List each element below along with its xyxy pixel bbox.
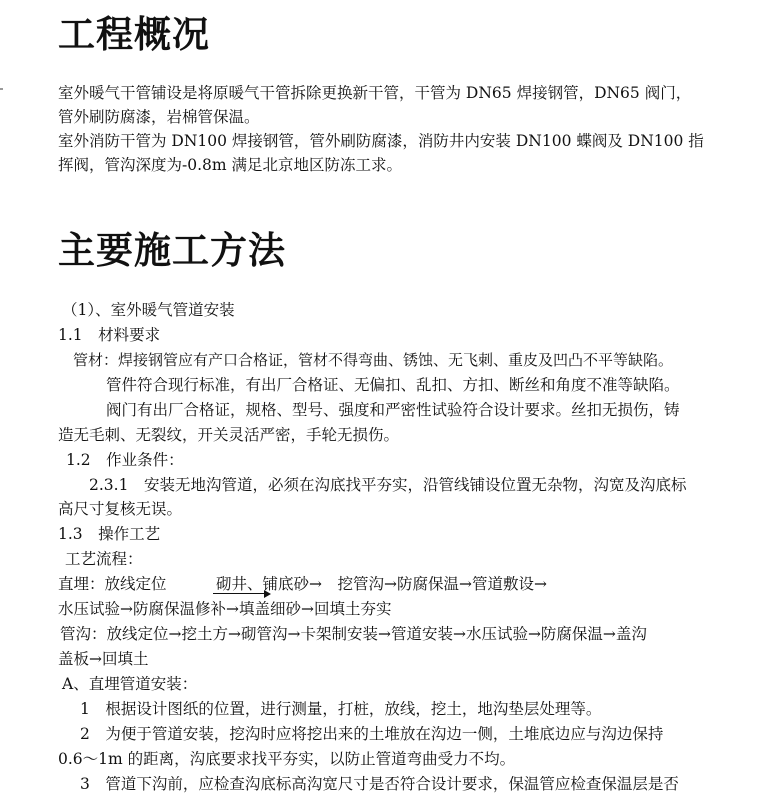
direct-burial-start: 直埋：放线定位 xyxy=(58,575,167,593)
direct-burial-steps: 砌井、铺底砂→ 挖管沟→防腐保温→管道敷设→ xyxy=(216,575,547,593)
materials-fittings: 管件符合现行标准，有出厂合格证、无偏扣、乱扣、方扣、断丝和角度不准等缺陷。 xyxy=(106,376,680,394)
step-3: 3 管道下沟前，应检查沟底标高沟宽尺寸是否符合设计要求，保温管应检查保温层是否 xyxy=(80,775,679,793)
subsection-heating-pipe: （1）、室外暖气管道安装 xyxy=(62,301,235,319)
step-2-cont: 0.6～1m 的距离，沟底要求找平夯实，以防止管道弯曲受力不均。 xyxy=(58,750,516,768)
process-flow-label: 工艺流程： xyxy=(65,550,143,568)
direct-burial-steps-2: 水压试验→防腐保温修补→填盖细砂→回填土夯实 xyxy=(58,600,392,618)
overview-line-1: 室外暖气干管铺设是将原暖气干管拆除更换新干管，干管为 DN65 焊接钢管，DN65 阀门， xyxy=(58,84,692,102)
margin-mark xyxy=(0,88,3,90)
materials-pipe: 管材：焊接钢管应有产口合格证，管材不得弯曲、锈蚀、无飞刺、重皮及凹凸不平等缺陷。 xyxy=(73,351,674,369)
trench-steps: 管沟：放线定位→挖土方→砌管沟→卡架制安装→管道安装→水压试验→防腐保温→盖沟 xyxy=(60,625,647,643)
trench-steps-cont: 盖板→回填土 xyxy=(58,650,149,668)
overview-line-4: 挥阀，管沟深度为-0.8m 满足北京地区防冻工求。 xyxy=(58,156,403,174)
flow-arrow-line xyxy=(213,593,268,594)
overview-line-2: 管外刷防腐漆，岩棉管保温。 xyxy=(58,108,260,126)
item-1-2-conditions: 1.2 作业条件： xyxy=(66,451,184,469)
item-2-3-1-cont: 高尺寸复核无误。 xyxy=(58,500,183,518)
item-2-3-1: 2.3.1 安装无地沟管道，必须在沟底找平夯实，沿管线铺设位置无杂物，沟宽及沟底标 xyxy=(89,476,687,494)
materials-valves: 阀门有出厂合格证，规格、型号、强度和严密性试验符合设计要求。丝扣无损伤，铸 xyxy=(106,401,680,419)
step-2: 2 为便于管道安装，挖沟时应将挖出来的土堆放在沟边一侧，土堆底边应与沟边保持 xyxy=(80,725,664,743)
item-1-1-materials: 1.1 材料要求 xyxy=(58,326,161,344)
heading-project-overview: 工程概况 xyxy=(58,12,210,56)
heading-main-methods: 主要施工方法 xyxy=(58,228,286,272)
subsection-a-direct-burial: A、直埋管道安装： xyxy=(62,675,198,693)
item-1-3-process: 1.3 操作工艺 xyxy=(58,525,161,543)
overview-line-3: 室外消防干管为 DN100 焊接钢管，管外刷防腐漆，消防井内安装 DN100 蝶阀及 DN100 指 xyxy=(58,132,704,150)
step-1: 1 根据设计图纸的位置，进行测量，打桩，放线，挖土，地沟垫层处理等。 xyxy=(80,700,602,718)
materials-valves-cont: 造无毛刺、无裂纹，开关灵活严密，手轮无损伤。 xyxy=(58,426,400,444)
